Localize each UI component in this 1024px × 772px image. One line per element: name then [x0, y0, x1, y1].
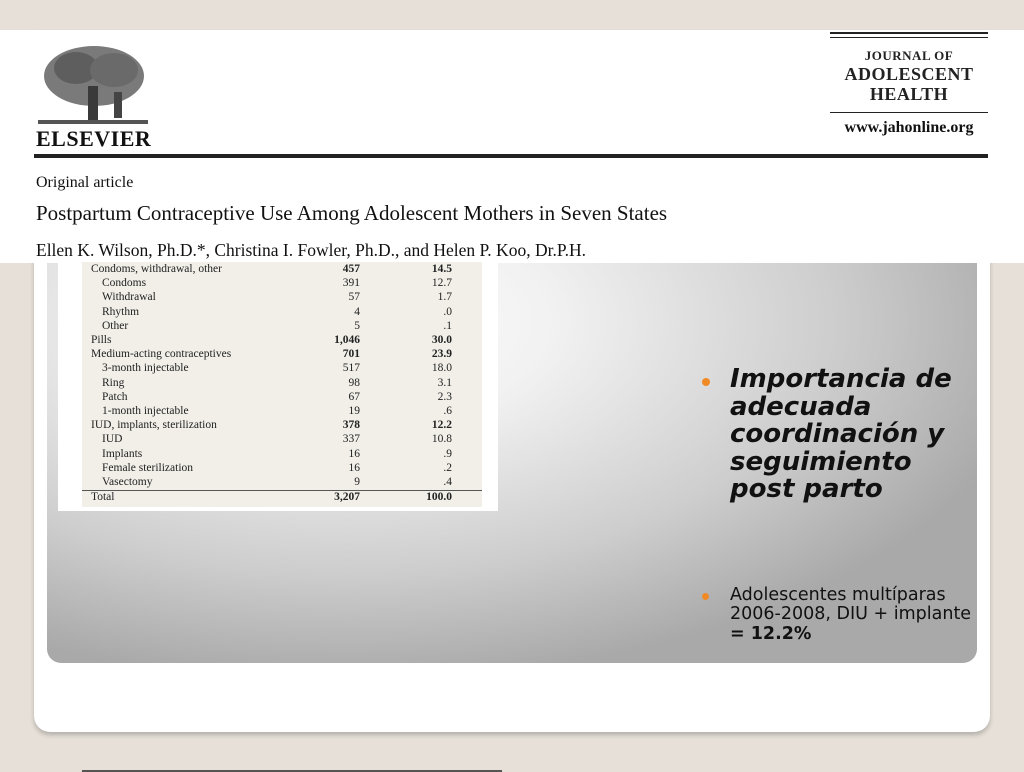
bullet-item — [702, 366, 982, 504]
row-percent: .9 — [443, 447, 452, 460]
contraceptive-table — [82, 262, 482, 507]
row-count: 16 — [348, 461, 360, 474]
row-count: 378 — [342, 419, 360, 432]
row-label: IUD, implants, sterilization — [91, 419, 217, 432]
row-percent: 12.7 — [431, 277, 452, 290]
row-percent: .1 — [443, 319, 452, 332]
row-count: 1,046 — [334, 334, 360, 346]
row-percent: .6 — [443, 405, 452, 417]
row-label: Pills — [91, 334, 112, 346]
header-divider — [34, 154, 988, 158]
row-percent: 12.2 — [431, 419, 452, 432]
masthead-rule — [830, 32, 988, 34]
row-label: Female sterilization — [102, 461, 194, 474]
row-percent: 14.5 — [431, 263, 452, 275]
bullet-list — [702, 366, 982, 644]
row-count: 5 — [354, 319, 360, 332]
table-row — [82, 448, 482, 462]
row-label: Rhythm — [102, 305, 140, 318]
row-percent: 23.9 — [431, 348, 452, 361]
table-row — [82, 306, 482, 320]
bullet-text: Importancia de adecuada coordinación y seguimiento post parto — [730, 364, 952, 504]
bullet-dot-icon — [702, 593, 709, 600]
row-percent: 18.0 — [431, 362, 452, 375]
bullet-highlight: = 12.2% — [730, 623, 812, 644]
table-row — [82, 433, 482, 447]
row-label: Vasectomy — [102, 476, 153, 488]
row-count: 3,207 — [334, 491, 360, 504]
row-percent: 2.3 — [437, 390, 452, 403]
table-row — [82, 263, 482, 277]
row-percent: 3.1 — [437, 376, 452, 389]
article-type: Original article — [36, 174, 134, 191]
row-count: 16 — [348, 447, 360, 460]
row-percent: .2 — [443, 461, 452, 474]
row-percent: .0 — [443, 305, 452, 318]
article-title: Postpartum Contraceptive Use Among Adolescent Mothers in Seven States — [36, 201, 668, 225]
table-row — [82, 377, 482, 391]
table-row — [82, 291, 482, 305]
row-count: 517 — [342, 362, 360, 375]
row-count: 98 — [348, 376, 360, 389]
row-label: IUD — [102, 433, 123, 446]
table-row — [82, 348, 482, 362]
table-row — [82, 490, 482, 505]
publisher-wordmark: ELSEVIER — [36, 126, 152, 151]
table-row — [82, 476, 482, 490]
journal-masthead — [830, 32, 988, 137]
row-label: Implants — [102, 447, 143, 460]
row-label: Patch — [102, 390, 128, 403]
table-row — [82, 462, 482, 476]
contraceptive-table-image — [58, 262, 498, 511]
row-count: 4 — [354, 305, 360, 318]
bullet-item — [702, 586, 982, 645]
table-row — [82, 334, 482, 348]
row-label: Ring — [102, 376, 125, 389]
row-count: 19 — [348, 405, 360, 417]
article-authors: Ellen K. Wilson, Ph.D.*, Christina I. Fowler, Ph.D., and Helen P. Koo, Dr.P.H. — [36, 240, 587, 260]
bullet-text: Adolescentes multíparas 2006-2008, DIU + implante — [730, 584, 972, 624]
masthead-rule — [830, 112, 988, 113]
row-count: 337 — [342, 433, 360, 446]
table-row — [82, 362, 482, 376]
row-label: 1-month injectable — [102, 405, 189, 417]
table-row — [82, 320, 482, 334]
row-count: 9 — [354, 476, 360, 488]
row-count: 457 — [342, 263, 360, 275]
row-label: Other — [102, 319, 129, 332]
row-count: 57 — [348, 291, 360, 304]
row-label: Withdrawal — [102, 291, 156, 304]
masthead-rule — [830, 37, 988, 38]
bullet-dot-icon — [702, 378, 710, 386]
table-row — [82, 277, 482, 291]
table-row — [82, 419, 482, 433]
row-percent: 1.7 — [437, 291, 452, 304]
row-count: 391 — [342, 277, 360, 290]
row-count: 67 — [348, 390, 360, 403]
row-label: 3-month injectable — [102, 362, 189, 375]
table-row — [82, 391, 482, 405]
row-count: 701 — [342, 348, 360, 361]
row-label: Medium-acting contraceptives — [91, 348, 232, 361]
journal-name-line1: JOURNAL OF — [864, 48, 954, 63]
row-percent: 10.8 — [431, 433, 452, 446]
journal-name-line3: HEALTH — [869, 84, 949, 104]
journal-name-line2: ADOLESCENT — [844, 64, 974, 84]
table-row — [82, 405, 482, 419]
row-label: Condoms, withdrawal, other — [91, 263, 222, 275]
row-label: Condoms — [102, 277, 147, 290]
row-percent: .4 — [443, 476, 452, 488]
journal-url: www.jahonline.org — [844, 119, 974, 136]
row-percent: 100.0 — [426, 491, 452, 504]
row-label: Total — [91, 491, 115, 504]
row-percent: 30.0 — [431, 334, 452, 346]
